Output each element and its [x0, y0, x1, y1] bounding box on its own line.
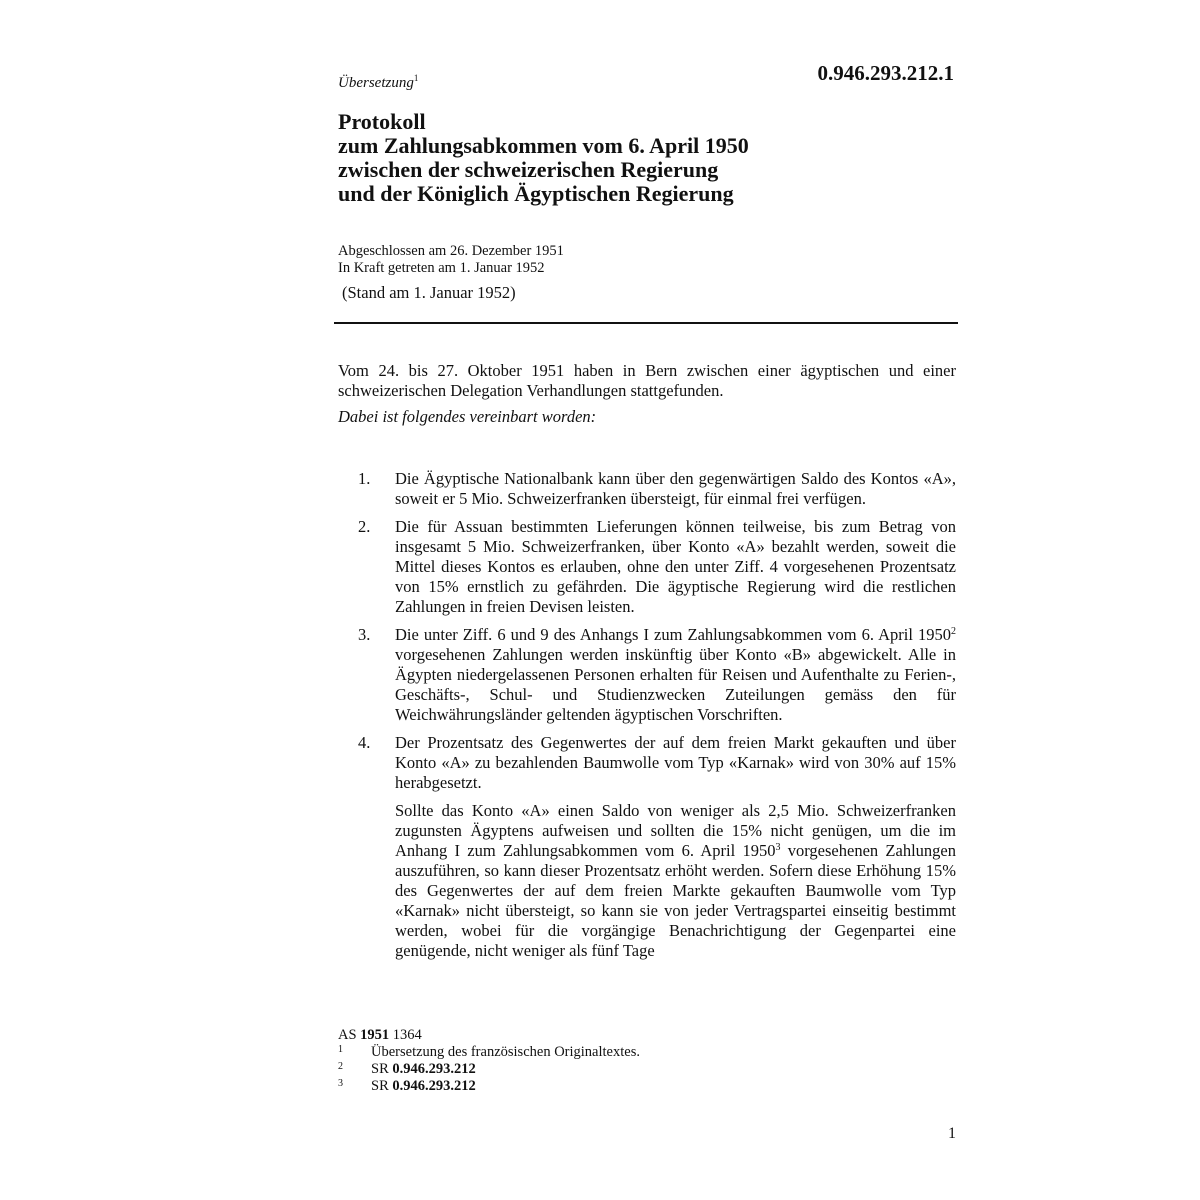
item-number: 3.	[358, 625, 371, 644]
footnote-ref-3[interactable]: 3	[775, 842, 781, 853]
as-reference	[338, 1027, 640, 1044]
footnote-sr-link[interactable]: 0.946.293.212	[392, 1061, 476, 1077]
footnote-ref-1[interactable]: 1	[413, 73, 419, 83]
footnotes	[338, 1027, 640, 1095]
translation-label	[338, 73, 418, 92]
item-number: 4.	[358, 733, 371, 752]
title-line: zwischen der schweizerischen Regierung	[338, 157, 719, 182]
document-title	[338, 110, 749, 206]
sr-number: 0.946.293.212.1	[817, 61, 954, 85]
agreed-statement: Dabei ist folgendes vereinbart worden:	[338, 407, 597, 426]
footnote-sr-link[interactable]: 0.946.293.212	[392, 1078, 476, 1094]
status-date: (Stand am 1. Januar 1952)	[342, 283, 516, 302]
as-year: 1951	[360, 1027, 390, 1043]
item-text-continued	[395, 801, 956, 961]
as-page: 1364	[389, 1027, 422, 1043]
title-line: und der Königlich Ägyptischen Regierung	[338, 181, 734, 206]
item-text-part: Sollte das Konto «A» einen Saldo von weniger als 2,5 Mio. Schweizerfranken zugunsten Ägyptens aufweisen und sollten die 15% nicht genügen, um die im Anhang I zum Zahlungsabkommen vom 6. April 1950	[395, 801, 956, 860]
agreement-item	[338, 625, 956, 725]
page-number: 1	[948, 1125, 956, 1142]
footnote-1	[338, 1044, 640, 1061]
footnote-ref-2[interactable]: 2	[951, 626, 956, 637]
title-line: zum Zahlungsabkommen vom 6. April 1950	[338, 133, 749, 158]
concluded-date: Abgeschlossen am 26. Dezember 1951	[338, 243, 564, 259]
item-number: 2.	[358, 517, 371, 536]
footnote-prefix: SR	[371, 1078, 393, 1094]
footnote-2	[338, 1061, 640, 1078]
footnote-prefix: SR	[371, 1061, 393, 1077]
item-text: Die Ägyptische Nationalbank kann über den gegenwärtigen Saldo des Kontos «A», soweit er 5 Mio. Schweizerfranken übersteigt, für einmal frei verfügen.	[395, 469, 956, 508]
as-prefix: AS	[338, 1027, 361, 1043]
footnote-3	[338, 1078, 640, 1095]
agreement-item	[338, 469, 956, 509]
item-number: 1.	[358, 469, 371, 488]
item-text-part: Die unter Ziff. 6 und 9 des Anhangs I zum Zahlungsabkommen vom 6. April 1950	[395, 625, 951, 644]
item-text	[395, 625, 956, 725]
agreement-items	[338, 469, 956, 969]
header-divider	[334, 322, 958, 324]
item-text-part: vorgesehenen Zahlungen werden inskünftig über Konto «B» abgewickelt. Alle in Ägypten niedergelassenen Personen erhalten für Reisen und Aufenthalte zu Ferien-, Geschäfts-, Schul- und Studienzwecken Zuteilungen gemäss den für Weichwährungsländer geltenden ägyptischen Vorschriften.	[395, 645, 956, 724]
footnote-mark: 3	[338, 1078, 343, 1089]
footnote-mark: 2	[338, 1061, 343, 1072]
agreement-item	[338, 517, 956, 617]
item-text: Die für Assuan bestimmten Lieferungen können teilweise, bis zum Betrag von insgesamt 5 Mio. Schweizerfranken, über Konto «A» bezahlt werden, soweit die Mittel dieses Kontos es erlauben, ohne den unter Ziff. 4 vorgesehenen Prozentsatz von 15% ernstlich zu gefährden. Die ägyptische Regierung wird die restlichen Zahlungen in freien Devisen leisten.	[395, 517, 956, 616]
in-force-date: In Kraft getreten am 1. Januar 1952	[338, 259, 545, 276]
agreement-item	[338, 733, 956, 961]
translation-label-text: Übersetzung	[338, 75, 414, 91]
intro-paragraph: Vom 24. bis 27. Oktober 1951 haben in Bern zwischen einer ägyptischen und einer schweizerischen Delegation Verhandlungen stattgefunden.	[338, 361, 956, 400]
footnote-text: Übersetzung des französischen Originaltextes.	[371, 1044, 640, 1060]
item-text-part: vorgesehenen Zahlungen auszuführen, so kann dieser Prozentsatz erhöht werden. Sofern diese Erhöhung 15% des Gegenwertes der auf dem freien Markte gekauften Baumwolle vom Typ «Karnak» nicht übersteigt, so kann sie von jeder Vertragspartei einseitig bestimmt werden, wobei für die vorgängige Benachrichtigung der Gegenpartei eine genügende, nicht weniger als fünf Tage	[395, 841, 956, 960]
item-text: Der Prozentsatz des Gegenwertes der auf dem freien Markt gekauften und über Konto «A» zu bezahlenden Baumwolle vom Typ «Karnak» wird von 30% auf 15% herabgesetzt.	[395, 733, 956, 792]
document-meta	[338, 243, 564, 276]
title-line: Protokoll	[338, 109, 426, 134]
footnote-mark: 1	[338, 1044, 343, 1055]
